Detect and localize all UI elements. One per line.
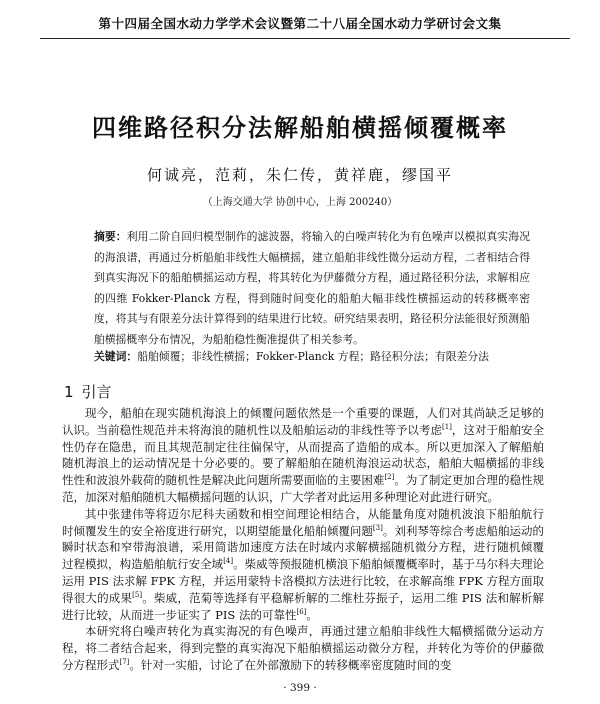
section-heading <box>64 381 120 402</box>
paragraph-text: 。刘利琴等综合考虑船舶运动的瞬时状态和窄带海浪谱，采用简谐加速度方法在时域内求解横摇随机微分方程，进行随机倾覆过程模拟，构造船舶航行安全域 <box>62 523 545 572</box>
page-number: · 399 · <box>283 682 317 694</box>
abstract-label: 摘要： <box>94 230 127 243</box>
paragraph-text: 。针对一实船，讨论了在外部激励下的转移概率密度随时间的变 <box>129 657 452 672</box>
paragraph-text: 。柴威等预报随机横浪下船舶倾覆概率时，基于马尔科夫理论运用 PIS 法求解 FPK 方程，并运用蒙特卡洛模拟方法进行比较，在求解高维 FPK 方程方面取得很大的成果 <box>62 557 545 605</box>
keywords <box>94 348 530 366</box>
paragraph-text: 。 <box>306 607 318 622</box>
keywords-label: 关键词： <box>94 350 138 363</box>
citation-ref: [1] <box>441 422 452 431</box>
paragraph-text: 本研究将白噪声转化为真实海况的有色噪声，再通过建立船舶非线性大幅横摇微分运动方程，将二者结合起来，得到完整的真实海况下船舶横摇运动微分方程，并转化为等价的伊藤微分方程形式 <box>62 624 544 672</box>
paragraph-text: 。柴威，范菊等选择有平稳解析解的二维杜芬振子，运用二维 PIS 法和解析解进行比较，从而进一步证实了 PIS 法的可靠性 <box>62 590 545 622</box>
body-text <box>62 405 544 674</box>
abstract <box>94 227 530 350</box>
citation-ref: [2] <box>384 473 395 482</box>
keywords-text: 船舶倾覆；非线性横摇；Fokker-Planck 方程；路径积分法；有限差分法 <box>137 350 489 363</box>
body-paragraph <box>62 405 544 506</box>
paper-title: 四维路径积分法解船舶横摇倾覆概率 <box>92 114 508 142</box>
paragraph-text: 。为了制定更加合理的稳性规范，加深对船舶随机大幅横摇问题的认识，广大学者对此运用多种理论对此进行研究。 <box>62 473 545 504</box>
author-list: 何诚亮，范莉，朱仁传，黄祥鹿，缪国平 <box>146 166 453 184</box>
paragraph-text: 现今，船舶在现实随机海浪上的倾覆问题依然是一个重要的课题，人们对其尚缺乏足够的认识。当前稳性规范并未将海浪的随机性以及船舶运动的非线性等予以考虑 <box>62 406 544 437</box>
citation-ref: [6] <box>296 607 307 616</box>
affiliation: （上海交通大学 协创中心，上海 200240） <box>202 197 398 208</box>
citation-ref: [7] <box>119 658 130 667</box>
citation-ref: [3] <box>372 523 383 532</box>
citation-ref: [5] <box>132 590 143 599</box>
body-paragraph <box>62 623 544 673</box>
body-paragraph <box>62 506 544 624</box>
running-header: 第十四届全国水动力学学术会议暨第二十八届全国水动力学研讨会文集 <box>98 16 502 31</box>
section-number: 1 <box>64 383 74 401</box>
paragraph-text: 其中张建伟等将迈尔尼科夫函数和相空间理论相结合，从能量角度对随机波浪下船舶航行时倾覆发生的安全裕度进行研究，以期望能量化船舶倾覆问题 <box>62 506 544 538</box>
section-title: 引言 <box>81 383 112 401</box>
citation-ref: [4] <box>223 557 234 566</box>
paragraph-text: ，这对于船舶安全性仍存在隐患，而且其规范制定往往偏保守，从而提高了造船的成本。所以更加深入了解船舶随机海浪上的运动情况是十分必要的。要了解船舶在随机海浪运动状态，船舶大幅横摇的非线性性和波浪外载荷的随机性是解决此问题所需要面临的主要困难 <box>62 422 545 488</box>
abstract-text: 利用二阶自回归模型制作的滤波器，将输入的白噪声转化为有色噪声以模拟真实海况的海浪谱，再通过分析船舶非线性大幅横摇，建立船舶非线性微分运动方程，二者相结合得到真实海况下的船舶横摇运动方程，将其转化为伊藤微分方程，通过路径积分法，求解相应的四维 Fokker-Planck 方程，得到随时间变化的船舶大幅非线性横摇运动的转移概率密度，将其与有限差分法计算得到的结果进行比较。研究结果表明，路径积分法能很好预测船舶横摇概率分布情况，为船舶稳性衡准提供了相关参考。 <box>94 230 531 346</box>
header-rule <box>40 38 570 39</box>
